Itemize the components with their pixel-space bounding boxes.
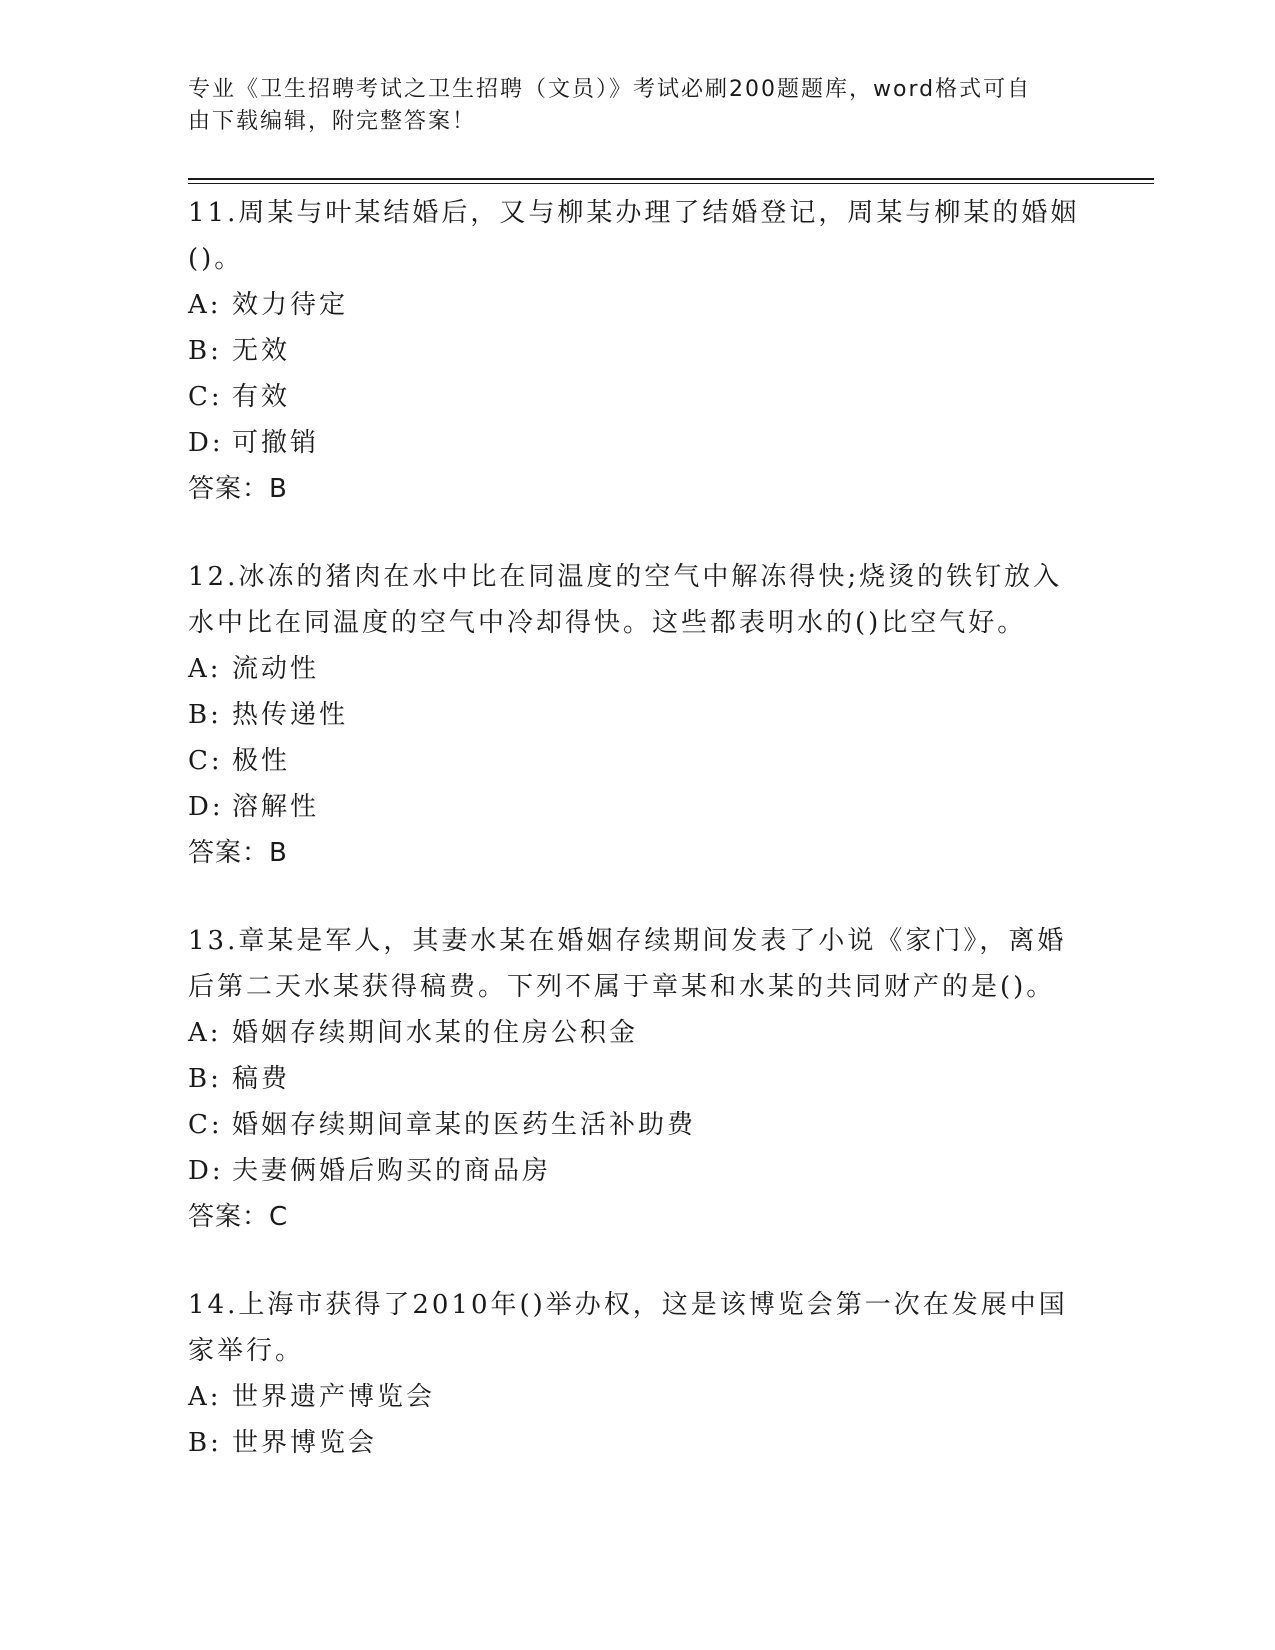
option-text: 无效 <box>232 336 291 366</box>
option-text: 热传递性 <box>232 700 349 730</box>
option-text: 溶解性 <box>232 792 320 822</box>
option-text: 流动性 <box>232 654 320 684</box>
question-stem-line: 后第二天水某获得稿费。下列不属于章某和水某的共同财产的是()。 <box>188 972 1056 1002</box>
option-letter: A: <box>188 290 222 320</box>
option-b <box>188 692 1088 738</box>
option-a <box>188 282 1088 328</box>
header-rule-thin <box>188 183 1154 184</box>
option-letter: A: <box>188 1018 222 1048</box>
option-text: 极性 <box>232 746 291 776</box>
question-13 <box>188 918 1088 1240</box>
option-text: 有效 <box>232 382 291 412</box>
option-text: 婚姻存续期间水某的住房公积金 <box>232 1018 639 1048</box>
option-text: 婚姻存续期间章某的医药生活补助费 <box>232 1110 697 1140</box>
answer-line: 答案：B <box>188 838 288 868</box>
question-stem-line: 水中比在同温度的空气中冷却得快。这些都表明水的()比空气好。 <box>188 608 1027 638</box>
option-d <box>188 1148 1088 1194</box>
question-12 <box>188 554 1088 876</box>
option-letter: A: <box>188 1382 222 1412</box>
option-letter: B: <box>188 1428 222 1458</box>
option-letter: D: <box>188 792 224 822</box>
option-a <box>188 1374 1088 1420</box>
option-d <box>188 420 1088 466</box>
option-letter: D: <box>188 428 224 458</box>
question-stem-line: 11.周某与叶某结婚后，又与柳某办理了结婚登记，周某与柳某的婚姻 <box>188 198 1080 228</box>
option-text: 世界遗产博览会 <box>232 1382 436 1412</box>
option-letter: B: <box>188 1064 222 1094</box>
question-list <box>188 190 1088 1508</box>
option-text: 世界博览会 <box>232 1428 378 1458</box>
question-stem-line: 14.上海市获得了2010年()举办权，这是该博览会第一次在发展中国 <box>188 1290 1068 1320</box>
option-letter: C: <box>188 382 223 412</box>
question-stem-line: 12.冰冻的猪肉在水中比在同温度的空气中解冻得快;烧烫的铁钉放入 <box>188 562 1063 592</box>
header-line-2: 由下载编辑，附完整答案！ <box>188 109 477 134</box>
question-11 <box>188 190 1088 512</box>
question-14 <box>188 1282 1088 1466</box>
option-a <box>188 646 1088 692</box>
option-text: 可撤销 <box>232 428 320 458</box>
answer-line: 答案：C <box>188 1202 289 1232</box>
answer-line: 答案：B <box>188 474 288 504</box>
header-rule-thick <box>188 178 1154 180</box>
option-c <box>188 374 1088 420</box>
option-letter: B: <box>188 336 222 366</box>
option-letter: A: <box>188 654 222 684</box>
document-header <box>188 74 1068 138</box>
option-b <box>188 1056 1088 1102</box>
option-letter: C: <box>188 1110 223 1140</box>
option-d <box>188 784 1088 830</box>
option-text: 稿费 <box>232 1064 291 1094</box>
question-stem-line: 13.章某是军人，其妻水某在婚姻存续期间发表了小说《家门》，离婚 <box>188 926 1067 956</box>
option-text: 夫妻俩婚后购买的商品房 <box>232 1156 552 1186</box>
option-b <box>188 328 1088 374</box>
header-line-1: 专业《卫生招聘考试之卫生招聘（文员）》考试必刷200题题库，word格式可自 <box>188 77 1032 102</box>
question-stem-line: 家举行。 <box>188 1336 305 1366</box>
option-letter: B: <box>188 700 222 730</box>
option-b <box>188 1420 1088 1466</box>
option-a <box>188 1010 1088 1056</box>
option-letter: C: <box>188 746 223 776</box>
option-c <box>188 738 1088 784</box>
option-text: 效力待定 <box>232 290 349 320</box>
question-stem-line: ()。 <box>188 244 244 274</box>
option-c <box>188 1102 1088 1148</box>
option-letter: D: <box>188 1156 224 1186</box>
